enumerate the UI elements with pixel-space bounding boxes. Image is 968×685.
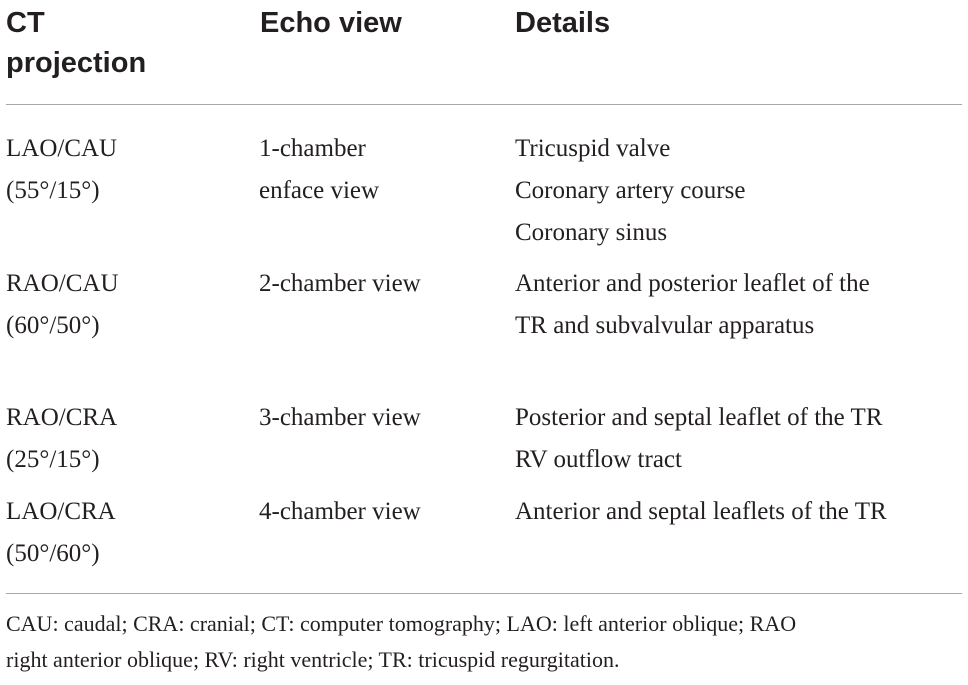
cell-line: 1-chamber <box>259 135 366 162</box>
cell-line: 3-chamber view <box>259 404 421 431</box>
cell-line: (55°/15°) <box>6 177 100 204</box>
cell-details <box>515 491 965 533</box>
table-footnote <box>6 606 966 678</box>
cell-line: Posterior and septal leaflet of the TR <box>515 404 883 431</box>
table-header <box>0 0 968 104</box>
cell-line: LAO/CRA <box>6 498 116 525</box>
cell-line: (60°/50°) <box>6 312 100 339</box>
cell-line: 2-chamber view <box>259 270 421 297</box>
header-details: Details <box>515 7 611 39</box>
cell-line: enface view <box>259 177 380 204</box>
header-ct-projection-line-1: CT <box>6 7 45 39</box>
cell-details <box>515 263 965 347</box>
cell-line: (50°/60°) <box>6 540 100 567</box>
footnote-line: right anterior oblique; RV: right ventricle; TR: tricuspid regurgitation. <box>6 647 620 672</box>
footer-divider <box>6 593 962 594</box>
cell-line: 4-chamber view <box>259 498 421 525</box>
cell-ct-projection <box>6 128 246 212</box>
footnote-line: CAU: caudal; CRA: cranial; CT: computer tomography; LAO: left anterior oblique; RAO <box>6 611 797 636</box>
cell-echo-view <box>259 263 499 305</box>
cell-details <box>515 128 965 254</box>
cell-ct-projection <box>6 491 246 575</box>
cell-line: Anterior and septal leaflets of the TR <box>515 498 887 525</box>
header-divider <box>6 104 962 105</box>
cell-line: Anterior and posterior leaflet of the <box>515 270 870 297</box>
cell-ct-projection <box>6 263 246 347</box>
cell-line: (25°/15°) <box>6 446 100 473</box>
header-echo-view: Echo view <box>260 7 402 39</box>
cell-line: RV outflow tract <box>515 446 682 473</box>
cell-echo-view <box>259 491 499 533</box>
cell-line: Tricuspid valve <box>515 135 671 162</box>
header-ct-projection <box>6 3 226 83</box>
header-ct-projection-line-2: projection <box>6 47 147 79</box>
cell-line: Coronary sinus <box>515 219 668 246</box>
cell-line: Coronary artery course <box>515 177 746 204</box>
cell-line: TR and subvalvular apparatus <box>515 312 815 339</box>
cell-line: LAO/CAU <box>6 135 118 162</box>
cell-line: RAO/CRA <box>6 404 118 431</box>
cell-ct-projection <box>6 397 246 481</box>
cell-details <box>515 397 965 481</box>
cell-echo-view <box>259 397 499 439</box>
cell-line: RAO/CAU <box>6 270 119 297</box>
cell-echo-view <box>259 128 499 212</box>
